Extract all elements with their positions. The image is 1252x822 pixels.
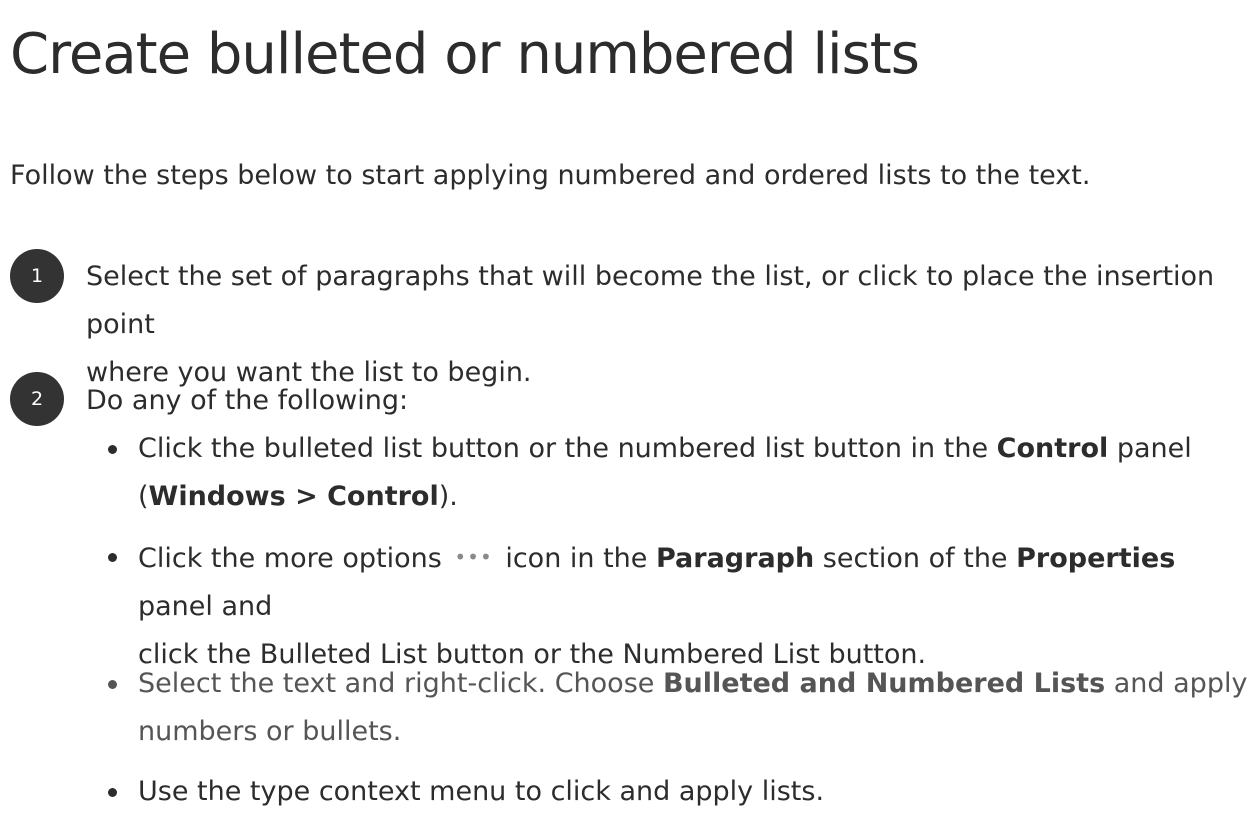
bullet-text: section of the bbox=[814, 543, 1017, 574]
bullet-text: icon in the bbox=[496, 543, 656, 574]
bullet-item-context-menu bbox=[138, 768, 1248, 816]
bullet-text: Click the more options bbox=[138, 543, 451, 574]
bullet-text: panel and bbox=[138, 591, 273, 622]
page-title: Create bulleted or numbered lists bbox=[10, 22, 919, 87]
bullet-icon bbox=[108, 680, 117, 689]
bullet-bold-text: Paragraph bbox=[655, 543, 815, 574]
step-1-line-2: where you want the list to begin. bbox=[86, 357, 532, 388]
bullet-text: numbers or bullets. bbox=[138, 716, 402, 747]
bullet-item-right-click bbox=[138, 660, 1248, 756]
bullet-text: panel bbox=[1108, 433, 1192, 464]
bullet-text: click the Bulleted List button or the Numbered List button. bbox=[138, 639, 927, 670]
bullet-bold-text: Windows > Control bbox=[148, 481, 439, 512]
bullet-text: Click the bulleted list button or the numbered list button in the bbox=[138, 433, 997, 464]
step-number-badge bbox=[10, 249, 64, 303]
bullet-item-control-panel bbox=[138, 425, 1248, 521]
step-1-line-1: Select the set of paragraphs that will become the list, or click to place the insertion point bbox=[86, 261, 1215, 340]
bullet-item-properties-panel bbox=[138, 533, 1248, 679]
bullet-text: Use the type context menu to click and apply lists. bbox=[138, 776, 825, 807]
bullet-bold-text: Properties bbox=[1016, 543, 1176, 574]
bullet-text: ). bbox=[438, 481, 458, 512]
bullet-text: Select the text and right-click. Choose bbox=[138, 668, 663, 699]
bullet-text: and apply bbox=[1105, 668, 1248, 699]
bullet-icon bbox=[108, 553, 117, 562]
bullet-text: ( bbox=[138, 481, 149, 512]
intro-paragraph: Follow the steps below to start applying numbered and ordered lists to the text. bbox=[10, 160, 1091, 191]
step-number-badge bbox=[10, 372, 64, 426]
more-options-icon: ••• bbox=[454, 545, 493, 569]
step-2-text: Do any of the following: bbox=[86, 385, 409, 416]
bullet-icon bbox=[108, 445, 117, 454]
step-1-text bbox=[86, 253, 1252, 397]
bullet-bold-text: Control bbox=[996, 433, 1109, 464]
step-number: 1 bbox=[30, 265, 44, 287]
step-number: 2 bbox=[30, 388, 44, 410]
bullet-bold-text: Bulleted and Numbered Lists bbox=[662, 668, 1106, 699]
bullet-icon bbox=[108, 788, 117, 797]
